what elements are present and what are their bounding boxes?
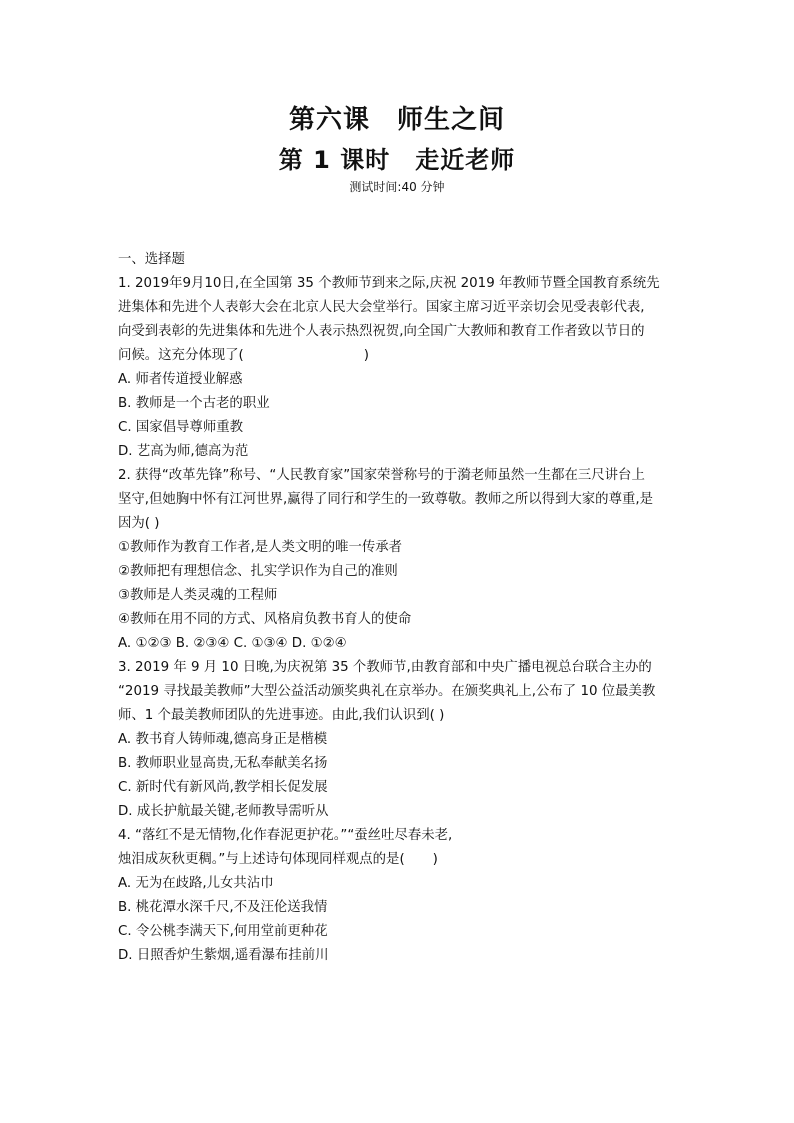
question-2-line-1: 2. 获得“改革先锋”称号、“人民教育家”国家荣誉称号的于漪老师虽然一生都在三尺讲台上 — [118, 468, 645, 483]
question-4-option-d: D. 日照香炉生紫烟,遥看瀑布挂前川 — [118, 948, 329, 963]
question-2-statement-2: ②教师把有理想信念、扎实学识作为自己的准则 — [118, 564, 398, 579]
question-4-line-1: 4. “落红不是无情物,化作春泥更护花。”“蚕丝吐尽春未老, — [118, 828, 453, 843]
question-1-line-1: 1. 2019年9月10日,在全国第 35 个教师节到来之际,庆祝 2019 年教师节暨全国教育系统先 — [118, 276, 660, 291]
question-4-option-b: B. 桃花潭水深千尺,不及汪伦送我情 — [118, 900, 328, 915]
question-2-options: A. ①②③ B. ②③④ C. ①③④ D. ①②④ — [118, 636, 347, 651]
question-1-line-4 — [118, 344, 678, 368]
question-4-close: ) — [432, 852, 438, 867]
question-3-option-c: C. 新时代有新风尚,教学相长促发展 — [118, 780, 328, 795]
question-4-line-2 — [118, 848, 678, 872]
question-2-statement-3: ③教师是人类灵魂的工程师 — [118, 588, 278, 603]
question-3-line-3: 师、1 个最美教师团队的先进事迹。由此,我们认识到( ) — [118, 708, 445, 723]
question-4-option-a: A. 无为在歧路,儿女共沾巾 — [118, 876, 274, 891]
question-4-option-c: C. 令公桃李满天下,何用堂前更种花 — [118, 924, 328, 939]
question-3-line-2: “2019 寻找最美教师”大型公益活动颁奖典礼在京举办。在颁奖典礼上,公布了 10 位最美教 — [118, 684, 656, 699]
question-1-option-d: D. 艺高为师,德高为范 — [118, 444, 249, 459]
section-heading: 一、选择题 — [118, 252, 185, 267]
question-2-statement-1: ①教师作为教育工作者,是人类文明的唯一传承者 — [118, 540, 403, 555]
question-1-option-b: B. 教师是一个古老的职业 — [118, 396, 270, 411]
question-1-line-3: 向受到表彰的先进集体和先进个人表示热烈祝贺,向全国广大教师和教育工作者致以节日的 — [118, 324, 645, 339]
question-1-option-c: C. 国家倡导尊师重教 — [118, 420, 243, 435]
question-1-close: ) — [363, 348, 369, 363]
question-1-line-2: 进集体和先进个人表彰大会在北京人民大会堂举行。国家主席习近平亲切会见受表彰代表, — [118, 300, 645, 315]
question-3-option-a: A. 教书育人铸师魂,德高身正是楷模 — [118, 732, 328, 747]
question-2-line-3: 因为( ) — [118, 516, 160, 531]
question-3-option-d: D. 成长护航最关键,老师教导需听从 — [118, 804, 329, 819]
question-2-line-2: 坚守,但她胸中怀有江河世界,赢得了同行和学生的一致尊敬。教师之所以得到大家的尊重,是 — [118, 492, 654, 507]
question-4-prompt: 烛泪成灰秋更稠。”与上述诗句体现同样观点的是( — [118, 852, 405, 867]
lesson-subtitle: 第 1 课时 走近老师 — [278, 146, 516, 174]
question-1-prompt: 问候。这充分体现了( — [118, 348, 244, 363]
question-1-option-a: A. 师者传道授业解惑 — [118, 372, 243, 387]
question-3-line-1: 3. 2019 年 9 月 10 日晚,为庆祝第 35 个教师节,由教育部和中央广播电视总台联合主办的 — [118, 660, 652, 675]
question-content — [118, 248, 678, 968]
lesson-title: 第六课 师生之间 — [288, 105, 505, 135]
question-2-statement-4: ④教师在用不同的方式、风格肩负教书育人的使命 — [118, 612, 412, 627]
question-3-option-b: B. 教师职业显高贵,无私奉献美名扬 — [118, 756, 328, 771]
test-time: 测试时间:40 分钟 — [349, 180, 445, 194]
